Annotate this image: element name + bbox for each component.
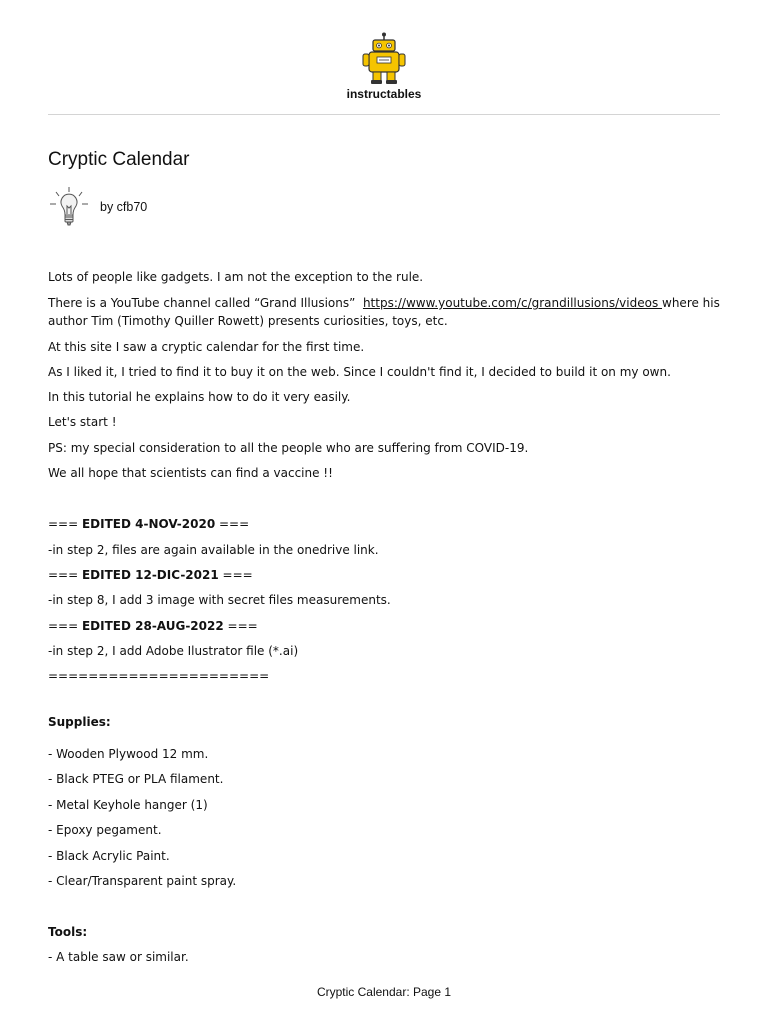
edit-closing-rule: ====================== xyxy=(48,669,270,683)
tools-heading: Tools: xyxy=(48,925,88,939)
supplies-heading: Supplies: xyxy=(48,715,111,729)
intro-paragraph: In this tutorial he explains how to do it very easily. xyxy=(48,390,351,404)
edit-date: EDITED 28-AUG-2022 xyxy=(81,619,224,633)
robot-mascot-icon[interactable] xyxy=(360,32,408,86)
supplies-item: - Wooden Plywood 12 mm. xyxy=(48,747,209,761)
brand-name[interactable]: instructables xyxy=(346,87,422,101)
intro-paragraph: At this site I saw a cryptic calendar for the first time. xyxy=(48,340,365,354)
supplies-item: - Black Acrylic Paint. xyxy=(48,849,170,863)
edit-date: EDITED 12-DIC-2021 xyxy=(81,568,219,582)
intro-paragraph: As I liked it, I tried to find it to buy it on the web. Since I couldn't find it, I decided to build it on my own. xyxy=(48,365,671,379)
youtube-link[interactable]: https://www.youtube.com/c/grandillusions/videos xyxy=(362,296,663,310)
edit-heading xyxy=(48,618,728,634)
page-title: Cryptic Calendar xyxy=(48,149,190,170)
author-byline[interactable]: by cfb70 xyxy=(100,200,148,214)
edit-marker: === xyxy=(48,517,82,531)
edit-marker: === xyxy=(48,568,82,582)
intro-text: There is a YouTube channel called “Grand Illusions” xyxy=(48,296,363,310)
intro-text: where his author Tim (Timothy Quiller Rowett) presents curiosities, toys, etc. xyxy=(48,296,720,328)
supplies-item: - Clear/Transparent paint spray. xyxy=(48,874,237,888)
supplies-item: - Epoxy pegament. xyxy=(48,823,162,837)
edit-note: -in step 2, files are again available in the onedrive link. xyxy=(48,543,379,557)
edit-marker: === xyxy=(48,619,82,633)
lightbulb-icon xyxy=(48,186,90,232)
site-header xyxy=(0,0,768,116)
intro-paragraph: PS: my special consideration to all the people who are suffering from COVID-19. xyxy=(48,441,529,455)
edit-heading xyxy=(48,567,728,583)
intro-paragraph: Let's start ! xyxy=(48,415,117,429)
edit-note: -in step 2, I add Adobe Ilustrator file (*.ai) xyxy=(48,644,299,658)
intro-paragraph xyxy=(48,294,728,330)
intro-paragraph: We all hope that scientists can find a vaccine !! xyxy=(48,466,333,480)
page-footer: Cryptic Calendar: Page 1 xyxy=(316,985,452,999)
supplies-item: - Metal Keyhole hanger (1) xyxy=(48,798,208,812)
edit-marker: === xyxy=(218,568,253,582)
header-divider xyxy=(48,114,720,115)
edit-heading xyxy=(48,516,728,532)
supplies-item: - Black PTEG or PLA filament. xyxy=(48,772,224,786)
tools-item: - A table saw or similar. xyxy=(48,950,189,964)
edit-marker: === xyxy=(223,619,258,633)
edit-note: -in step 8, I add 3 image with secret files measurements. xyxy=(48,593,391,607)
edit-date: EDITED 4-NOV-2020 xyxy=(81,517,216,531)
intro-paragraph: Lots of people like gadgets. I am not the exception to the rule. xyxy=(48,270,424,284)
edit-marker: === xyxy=(215,517,250,531)
